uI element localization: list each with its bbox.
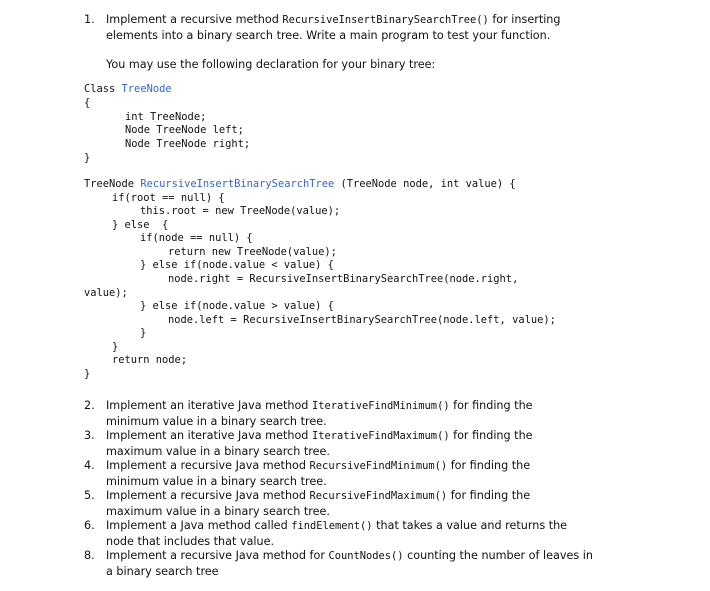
method-name: RecursiveInsertBinarySearchTree() <box>282 14 489 26</box>
question-3 <box>84 428 644 459</box>
code-line: } else if(node.value > value) { <box>140 300 334 312</box>
question-text: Implement a recursive method RecursiveInsertBinarySearchTree() for inserting elements into a binary search tree. Write a main program to test your function. <box>106 13 561 42</box>
method-name: RecursiveFindMaximum() <box>309 490 448 502</box>
code-line: } <box>140 327 147 339</box>
question-number: 3. <box>84 429 95 442</box>
code-line: return node; <box>112 354 188 366</box>
question-number: 1. <box>84 13 95 26</box>
question-8 <box>84 548 644 579</box>
code-line: { <box>84 97 91 109</box>
method-name: IterativeFindMinimum() <box>311 400 450 412</box>
question-text: Implement a Java method called findElement() that takes a value and returns the node that includes that value. <box>106 519 568 548</box>
code-line: Node TreeNode left; <box>125 124 244 136</box>
code-line: } <box>84 152 91 164</box>
code-line: } <box>84 368 91 380</box>
question-number: 8. <box>84 549 95 562</box>
code-line: return new TreeNode(value); <box>168 246 337 258</box>
question-text: Implement an iterative Java method IterativeFindMinimum() for finding the minimum value in a binary search tree. <box>106 399 533 428</box>
method-name: IterativeFindMaximum() <box>311 430 450 442</box>
method-name: RecursiveInsertBinarySearchTree <box>140 178 335 190</box>
code-line: node.left = RecursiveInsertBinarySearchTree(node.left, value); <box>168 314 556 326</box>
class-name: TreeNode <box>121 83 172 95</box>
declaration-note: You may use the following declaration for your binary tree: <box>106 58 436 71</box>
question-5 <box>84 488 644 519</box>
code-line: if(node == null) { <box>140 232 253 244</box>
question-number: 6. <box>84 519 95 532</box>
question-4 <box>84 458 644 489</box>
code-line: int TreeNode; <box>125 111 207 123</box>
question-text: Implement a recursive Java method RecursiveFindMinimum() for finding the minimum value in a binary search tree. <box>106 459 531 488</box>
question-text: Implement a recursive Java method for CountNodes() counting the number of leaves in a binary search tree <box>106 549 593 578</box>
question-1 <box>84 12 644 43</box>
question-2 <box>84 398 644 429</box>
code-line: this.root = new TreeNode(value); <box>140 205 341 217</box>
code-line: value); <box>84 287 128 299</box>
question-text: Implement an iterative Java method IterativeFindMaximum() for finding the maximum value in a binary search tree. <box>106 429 533 458</box>
code-class-line: Class TreeNode <box>84 83 172 95</box>
question-text: Implement a recursive Java method RecursiveFindMaximum() for finding the maximum value in a binary search tree. <box>106 489 531 518</box>
question-number: 5. <box>84 489 95 502</box>
method-name: CountNodes() <box>328 550 404 562</box>
code-signature-line: TreeNode RecursiveInsertBinarySearchTree (TreeNode node, int value) { <box>84 178 516 190</box>
code-line: node.right = RecursiveInsertBinarySearchTree(node.right, <box>168 273 519 285</box>
question-number: 4. <box>84 459 95 472</box>
code-line: } <box>112 341 119 353</box>
code-line: } else { <box>112 219 169 231</box>
method-name: findElement() <box>291 520 373 532</box>
method-name: RecursiveFindMinimum() <box>309 460 448 472</box>
code-line: Node TreeNode right; <box>125 138 251 150</box>
code-line: } else if(node.value < value) { <box>140 259 334 271</box>
question-number: 2. <box>84 399 95 412</box>
question-6 <box>84 518 644 549</box>
code-line: if(root == null) { <box>112 192 225 204</box>
